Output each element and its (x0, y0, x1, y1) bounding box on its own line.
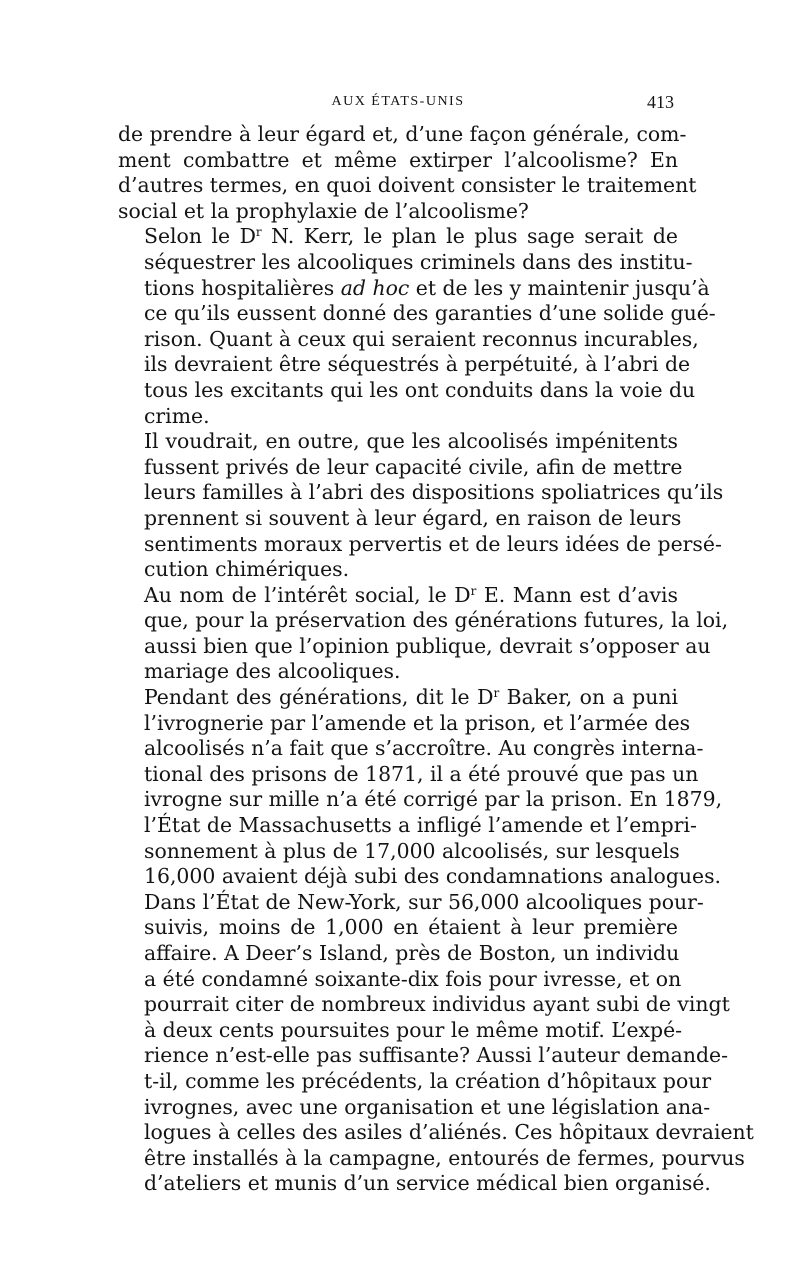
text-line: logues à celles des asiles d’aliénés. Ces hôpitaux devraient (144, 1120, 754, 1145)
paragraph (118, 582, 729, 685)
text-line: rison. Quant à ceux qui seraient reconnus incurables, (144, 326, 699, 351)
superscript: r (255, 225, 262, 240)
text-line: d’autres termes, en quoi doivent consister le traitement (118, 173, 697, 198)
text-line: tions hospitalières ad hoc et de les y maintenir jusqu’à (144, 275, 710, 300)
text-line: Dans l’État de New-York, sur 56,000 alcooliques pour- (144, 889, 704, 914)
text-line: mariage des alcooliques. (144, 659, 401, 684)
text-line: ivrognes, avec une organisation et une législation ana- (144, 1094, 711, 1119)
text-line: d’ateliers et munis d’un service médical bien organisé. (144, 1171, 711, 1196)
text-line: aussi bien que l’opinion publique, devrait s’opposer au (144, 633, 711, 658)
text-line: être installés à la campagne, entourés de fermes, pourvus (144, 1145, 745, 1170)
text-line: Au nom de l’intérêt social, le $D^r$ E. Mann est d’avis (144, 582, 678, 607)
text-line: leurs familles à l’abri des dispositions spoliatrices qu’ils (144, 480, 724, 505)
text-line: que, pour la préservation des générations futures, la loi, (144, 608, 729, 633)
text-line: affaire. A Deer’s Island, près de Boston, un individu (144, 941, 680, 965)
text-line: sonnement à plus de 17,000 alcoolisés, sur lesquels (144, 838, 680, 863)
text-line: a été condamné soixante-dix fois pour ivresse, et on (144, 966, 682, 991)
text-line: séquestrer les alcooliques criminels dans des institu- (144, 249, 693, 274)
page-number: 413 (647, 92, 674, 112)
paragraph (118, 224, 716, 429)
text-line: Pendant des générations, dit le $D^r$ Baker, on a puni (144, 685, 678, 710)
text-line: Selon le $D^r$ N. Kerr, le plan le plus sage serait de (144, 224, 678, 249)
italic-phrase: ad hoc (340, 275, 410, 300)
text-line: pourrait citer de nombreux individus ayant subi de vingt (144, 992, 730, 1017)
book-page (118, 92, 754, 1197)
text-line: à deux cents poursuites pour le même motif. L’expé- (144, 1017, 683, 1042)
text-line: l’État de Massachusetts a infligé l’amende et l’empri- (144, 813, 697, 838)
paragraph (118, 685, 754, 1197)
text-line: fussent privés de leur capacité civile, afin de mettre (144, 454, 683, 479)
superscript: r (470, 583, 477, 598)
text-line: rience n’est-elle pas suffisante? Aussi l’auteur demande- (144, 1043, 728, 1068)
text-line: Il voudrait, en outre, que les alcoolisés impénitents (144, 429, 678, 454)
text-line: l’ivrognerie par l’amende et la prison, et l’armée des (144, 710, 691, 735)
text-line: social et la prophylaxie de l’alcoolisme? (118, 198, 529, 223)
text-line: cution chimériques. (144, 557, 350, 582)
text-line: ils devraient être séquestrés à perpétuité, à l’abri de (144, 352, 691, 377)
text-line: ivrogne sur mille n’a été corrigé par la prison. En 1879, (144, 787, 723, 812)
text-line: sentiments moraux pervertis et de leurs idées de persé- (144, 531, 722, 556)
text-line: t-il, comme les précédents, la création d’hôpitaux pour (144, 1068, 712, 1093)
text-line: ment combattre et même extirper l’alcoolisme? En (118, 147, 678, 172)
paragraph (118, 122, 697, 224)
running-title: AUX ÉTATS-UNIS (331, 94, 465, 109)
text-line: 16,000 avaient déjà subi des condamnations analogues. (144, 864, 722, 889)
paragraph (118, 429, 724, 583)
superscript: r (493, 686, 500, 701)
text-line: ce qu’ils eussent donné des garanties d’une solide gué- (144, 301, 716, 326)
text-line: alcoolisés n’a fait que s’accroître. Au congrès interna- (144, 736, 704, 761)
text-line: crime. (144, 403, 210, 428)
text-line: suivis, moins de 1,000 en étaient à leur première (144, 915, 678, 940)
text-line: prennent si souvent à leur égard, en raison de leurs (144, 505, 682, 530)
body-text (118, 122, 754, 1197)
text-line: de prendre à leur égard et, d’une façon générale, com- (118, 122, 687, 146)
text-line: tional des prisons de 1871, il a été prouvé que pas un (144, 761, 699, 786)
running-header (118, 92, 678, 122)
text-line: tous les excitants qui les ont conduits dans la voie du (144, 377, 696, 402)
